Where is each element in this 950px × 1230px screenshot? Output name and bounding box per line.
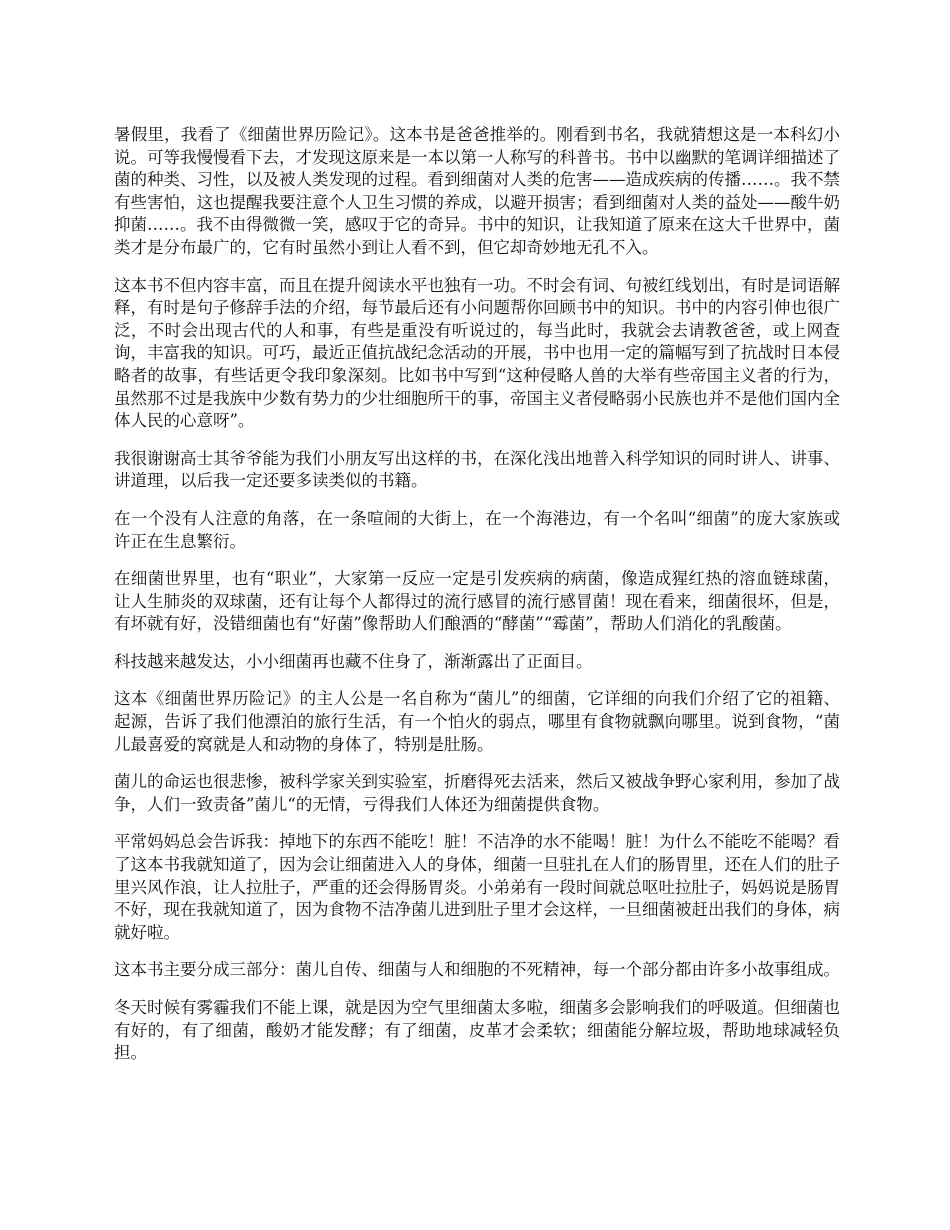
paragraph-10: 这本书主要分成三部分：菌儿自传、细菌与人和细胞的不死精神，每一个部分都由许多小故事组成。 xyxy=(114,960,840,980)
paragraph-3: 我很谢谢高士其爷爷能为我们小朋友写出这样的书，在深化浅出地普入科学知识的同时讲人、讲事、讲道理，以后我一定还要多读类似的书籍。 xyxy=(114,448,840,491)
paragraph-2: 这本书不但内容丰富，而且在提升阅读水平也独有一功。不时会有词、句被红线划出，有时是词语解释，有时是句子修辞手法的介绍，每节最后还有小问题帮你回顾书中的知识。书中的内容引伸也很广泛，不时会出现古代的人和事，有些是重没有听说过的，每当此时，我就会去请教爸爸，或上网查询，丰富我的知识。可巧，最近正值抗战纪念活动的开展，书中也用一定的篇幅写到了抗战时日本侵略者的故事，有些话更令我印象深刻。比如书中写到“这种侵略人兽的大举有些帝国主义者的行为，虽然那不过是我族中少数有势力的少壮细胞所干的事，帝国主义者侵略弱小民族也并不是他们国内全体人民的心意呀”。 xyxy=(114,275,840,431)
document-body xyxy=(114,124,840,1080)
paragraph-7: 这本《细菌世界历险记》的主人公是一名自称为“菌儿”的细菌，它详细的向我们介绍了它的祖籍、起源，告诉了我们他漂泊的旅行生活，有一个怕火的弱点，哪里有食物就飘向哪里。说到食物，“菌儿最喜爱的窝就是人和动物的身体了，特别是肚肠。 xyxy=(114,689,840,754)
paragraph-1: 暑假里，我看了《细菌世界历险记》。这本书是爸爸推举的。刚看到书名，我就猜想这是一本科幻小说。可等我慢慢看下去，才发现这原来是一本以第一人称写的科普书。书中以幽默的笔调详细描述了菌的种类、习性，以及被人类发现的过程。看到细菌对人类的危害——造成疾病的传播……。我不禁有些害怕，这也提醒我要注意个人卫生习惯的养成，以避开损害；看到细菌对人类的益处——酸牛奶抑菌……。我不由得微微一笑，感叹于它的奇异。书中的知识，让我知道了原来在这大千世界中，菌类才是分布最广的，它有时虽然小到让人看不到，但它却奇妙地无孔不入。 xyxy=(114,125,840,257)
paragraph-4: 在一个没有人注意的角落，在一条喧闹的大街上，在一个海港边，有一个名叫“细菌”的庞大家族或许正在生息繁衍。 xyxy=(114,508,840,551)
paragraph-11: 冬天时候有雾霾我们不能上课，就是因为空气里细菌太多啦，细菌多会影响我们的呼吸道。但细菌也有好的，有了细菌，酸奶才能发酵；有了细菌，皮革才会柔软；细菌能分解垃圾，帮助地球减轻负担。 xyxy=(114,998,840,1063)
paragraph-9: 平常妈妈总会告诉我：掉地下的东西不能吃！脏！不洁净的水不能喝！脏！为什么不能吃不能喝？看了这本书我就知道了，因为会让细菌进入人的身体，细菌一旦驻扎在人们的肠胃里，还在人们的肚子里兴风作浪，让人拉肚子，严重的还会得肠胃炎。小弟弟有一段时间就总呕吐拉肚子，妈妈说是肠胃不好，现在我就知道了，因为食物不洁净菌儿进到肚子里才会这样，一旦细菌被赶出我们的身体，病就好啦。 xyxy=(114,832,840,942)
paragraph-8: 菌儿的命运也很悲惨，被科学家关到实验室，折磨得死去活来，然后又被战争野心家利用，参加了战争，人们一致责备”菌儿“的无情，亏得我们人体还为细菌提供食物。 xyxy=(114,772,840,814)
paragraph-6: 科技越来越发达，小小细菌再也藏不住身了，渐渐露出了正面目。 xyxy=(114,651,593,671)
paragraph-5: 在细菌世界里，也有“职业”，大家第一反应一定是引发疾病的病菌，像造成猩红热的溶血链球菌，让人生肺炎的双球菌，还有让每个人都得过的流行感冒的流行感冒菌！现在看来，细菌很坏，但是，有坏就有好，没错细菌也有“好菌”像帮助人们酿酒的“酵菌”“霉菌”，帮助人们消化的乳酸菌。 xyxy=(114,569,840,634)
